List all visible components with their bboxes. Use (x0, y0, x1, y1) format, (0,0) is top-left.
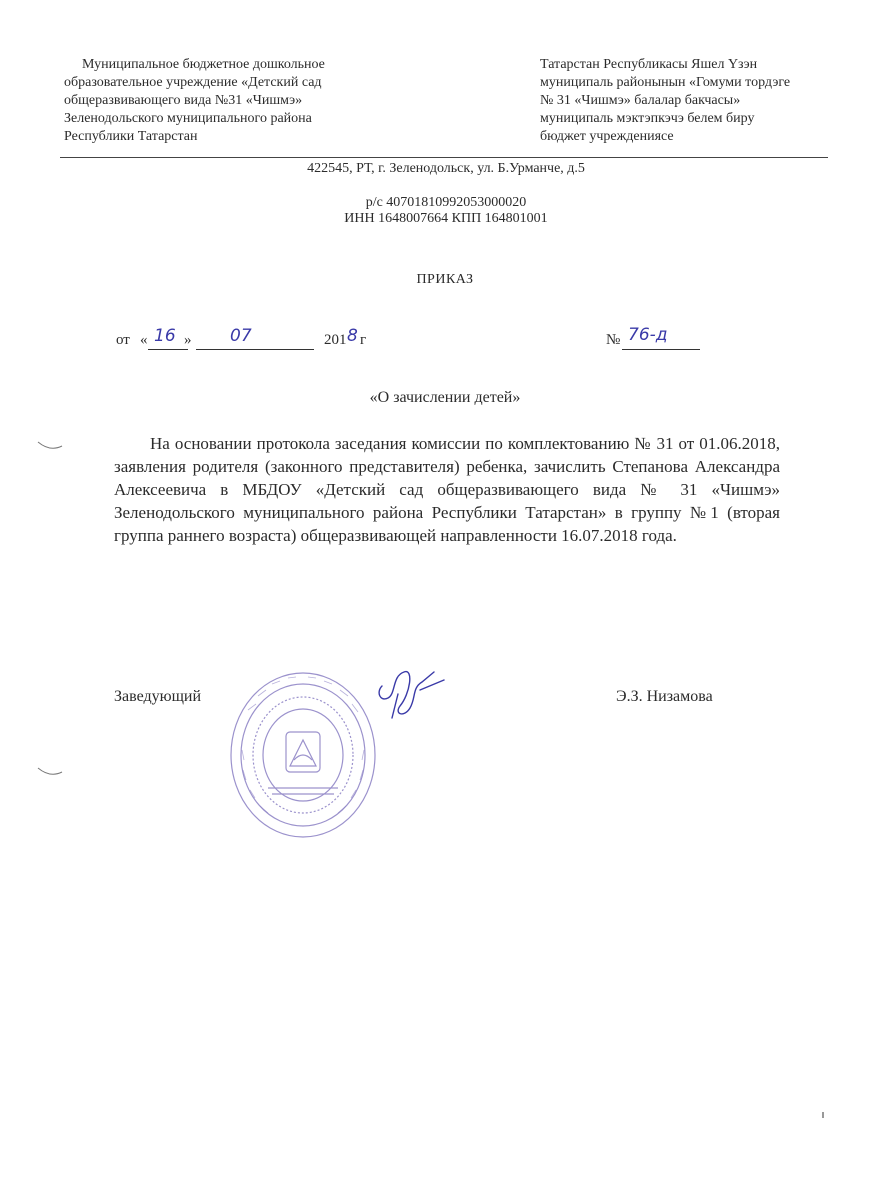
number-underline (622, 349, 700, 350)
date-year-handwritten: 8 (347, 326, 358, 346)
header-right-line: № 31 «Чишмэ» балалар бакчасы» (540, 93, 741, 108)
bank-account: р/с 40701810992053000020 (365, 195, 527, 210)
punch-hole-mark (36, 440, 64, 452)
header-right-line: Татарстан Республикасы Яшел Үзэн (540, 57, 758, 72)
date-close-quote: » (184, 332, 192, 348)
header-right-line: муниципаль районынын «Гомуми тордэге (540, 75, 791, 90)
order-title: ПРИКАЗ (416, 272, 474, 287)
header-left-line: общеразвивающего вида №31 «Чишмэ» (64, 93, 303, 108)
header-left-line: образовательное учреждение «Детский сад (64, 75, 322, 90)
signatory-role: Заведующий (114, 688, 202, 705)
header-right-institution-tt (540, 56, 790, 146)
order-subject: «О зачислении детей» (369, 389, 521, 406)
order-number-handwritten: 76-д (628, 325, 668, 345)
number-prefix: № (606, 332, 621, 348)
scan-artifact-mark (822, 1112, 824, 1118)
header-left-line: Муниципальное бюджетное дошкольное (82, 57, 325, 72)
header-right-line: муниципаль мэктэпкэчэ белем биру (540, 111, 755, 126)
date-year-prefix: 201 (324, 332, 347, 348)
day-underline (148, 349, 188, 350)
date-month-handwritten: 07 (230, 326, 252, 346)
signatory-name: Э.З. Низамова (616, 688, 713, 705)
date-day-handwritten: 16 (154, 326, 176, 346)
header-left-line: Республики Татарстан (64, 129, 198, 144)
address: 422545, РТ, г. Зеленодольск, ул. Б.Урманче, д.5 (307, 161, 585, 176)
punch-hole-mark (36, 766, 64, 778)
inn-kpp: ИНН 1648007664 КПП 164801001 (344, 211, 548, 226)
header-right-line: бюджет учреждениясе (540, 129, 674, 144)
date-open-quote: « (140, 332, 148, 348)
header-divider (60, 157, 828, 158)
handwritten-signature (370, 658, 450, 728)
month-underline (196, 349, 314, 350)
order-body: На основании протокола заседания комиссии по комплектованию № 31 от 01.06.2018, заявления родителя (законного представителя) ребенка, зачислить Степанова Александра Алексеевича в МБДОУ «Детский сад общеразвивающего вида № 31 «Чишмэ» Зеленодольского муниципального района Республики Татарстан» в группу №1 (вторая группа раннего возраста) общеразвивающей направленности 16.07.2018 года. (114, 434, 780, 545)
date-prefix: от (116, 332, 130, 348)
official-seal-stamp (228, 670, 378, 840)
header-left-institution-ru (64, 56, 325, 146)
header-left-line: Зеленодольского муниципального района (64, 111, 312, 126)
date-year-end: г (360, 332, 367, 348)
